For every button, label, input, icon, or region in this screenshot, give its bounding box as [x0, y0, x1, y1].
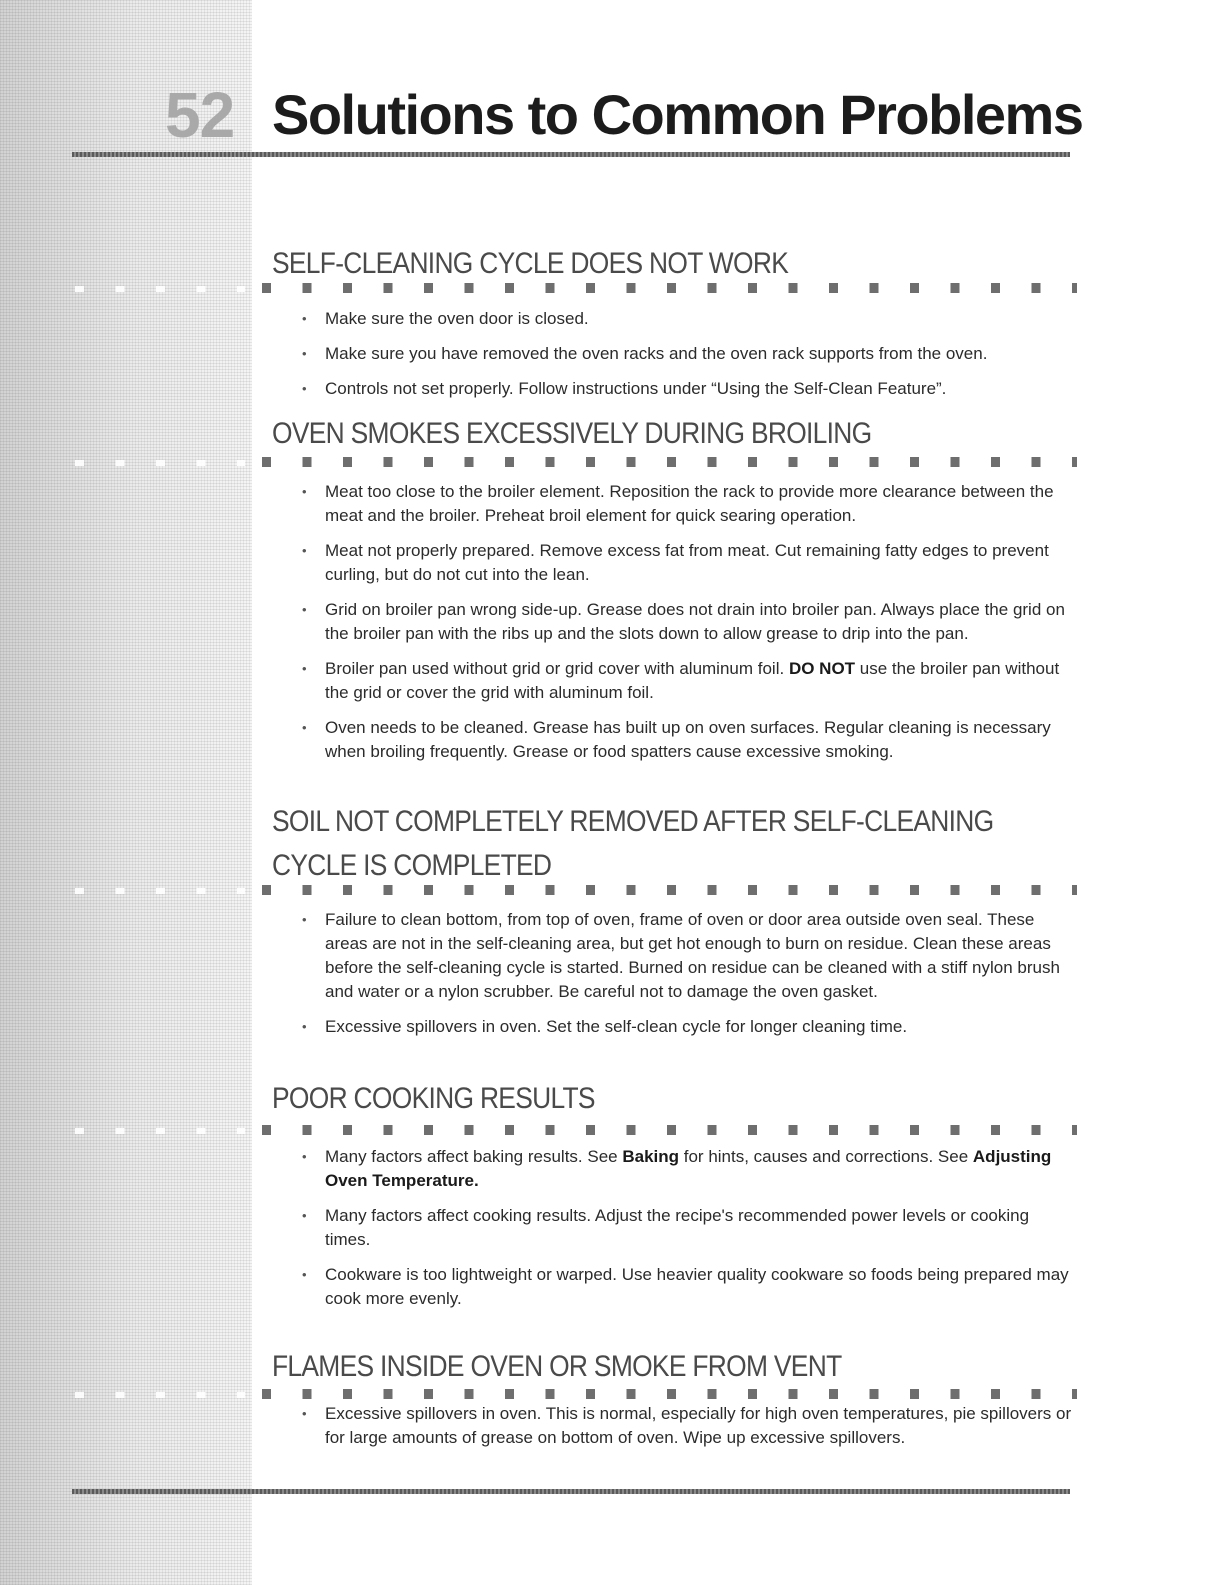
- section-divider: [262, 1389, 1077, 1399]
- section-divider-left: [75, 888, 245, 894]
- list-item: • Many factors affect cooking results. Adjust the recipe's recommended power levels or cooking times.: [300, 1204, 1075, 1252]
- list-item: • Broiler pan used without grid or grid cover with aluminum foil. DO NOT use the broiler pan without the grid or cover the grid with aluminum foil.: [300, 657, 1075, 705]
- list-item: • Excessive spillovers in oven. This is normal, especially for high oven temperatures, pie spillovers or for large amounts of grease on bottom of oven. Wipe up excessive spillovers.: [300, 1402, 1075, 1450]
- section-items: [300, 1145, 1075, 1322]
- section-title-self-cleaning-not-working: [272, 245, 976, 282]
- section-items: [300, 307, 1075, 412]
- section-divider-left: [75, 286, 245, 292]
- section-title-line: POOR COOKING RESULTS: [272, 1082, 595, 1115]
- section-title-line: CYCLE IS COMPLETED: [272, 849, 552, 882]
- list-item: • Cookware is too lightweight or warped. Use heavier quality cookware so foods being prepared may cook more evenly.: [300, 1263, 1075, 1311]
- section-divider: [262, 283, 1077, 293]
- list-item: • Make sure you have removed the oven racks and the oven rack supports from the oven.: [300, 342, 1075, 366]
- section-title-poor-cooking-results: [272, 1080, 976, 1117]
- list-item: • Meat not properly prepared. Remove excess fat from meat. Cut remaining fatty edges to prevent curling, but do not cut into the lean.: [300, 539, 1075, 587]
- left-decorative-stripe: [0, 0, 252, 1585]
- section-divider-left: [75, 460, 245, 466]
- section-title-line: SOIL NOT COMPLETELY REMOVED AFTER SELF-CLEANING: [272, 805, 994, 838]
- page-title: Solutions to Common Problems: [272, 83, 1083, 146]
- page-number: 52: [165, 79, 235, 151]
- list-item: • Many factors affect baking results. See Baking for hints, causes and corrections. See Adjusting Oven Temperature.: [300, 1145, 1075, 1193]
- list-item: • Make sure the oven door is closed.: [300, 307, 1075, 331]
- section-title-line: FLAMES INSIDE OVEN OR SMOKE FROM VENT: [272, 1350, 842, 1383]
- section-items: [300, 480, 1075, 775]
- section-divider: [262, 885, 1077, 895]
- list-item: • Excessive spillovers in oven. Set the self-clean cycle for longer cleaning time.: [300, 1015, 1075, 1039]
- list-item: • Oven needs to be cleaned. Grease has built up on oven surfaces. Regular cleaning is necessary when broiling frequently. Grease or food spatters cause excessive smoking.: [300, 716, 1075, 764]
- section-divider-left: [75, 1392, 245, 1398]
- footer-rule: [72, 1489, 1070, 1494]
- section-items: [300, 1402, 1075, 1461]
- list-item: • Failure to clean bottom, from top of oven, frame of oven or door area outside oven seal. These areas are not in the self-cleaning area, but get hot enough to burn on residue. Clean these areas before the self-cleaning cycle is started. Burned on residue can be cleaned with a stiff nylon brush and water or a nylon scrubber. Be careful not to damage the oven gasket.: [300, 908, 1075, 1004]
- list-item: • Controls not set properly. Follow instructions under “Using the Self-Clean Feature”.: [300, 377, 1075, 401]
- section-title-line: OVEN SMOKES EXCESSIVELY DURING BROILING: [272, 417, 872, 450]
- section-divider: [262, 457, 1077, 467]
- list-item: • Grid on broiler pan wrong side-up. Grease does not drain into broiler pan. Always place the grid on the broiler pan with the ribs up and the slots down to allow grease to drip into the pan.: [300, 598, 1075, 646]
- section-title-line: SELF-CLEANING CYCLE DOES NOT WORK: [272, 247, 789, 280]
- header-rule: [72, 152, 1070, 157]
- section-items: [300, 908, 1075, 1050]
- section-title-soil-not-removed: [272, 800, 994, 888]
- section-divider-left: [75, 1128, 245, 1134]
- section-title-flames-inside-oven: [272, 1348, 976, 1385]
- section-title-oven-smokes: [272, 415, 976, 452]
- list-item: • Meat too close to the broiler element. Reposition the rack to provide more clearance between the meat and the broiler. Preheat broil element for quick searing operation.: [300, 480, 1075, 528]
- section-divider: [262, 1125, 1077, 1135]
